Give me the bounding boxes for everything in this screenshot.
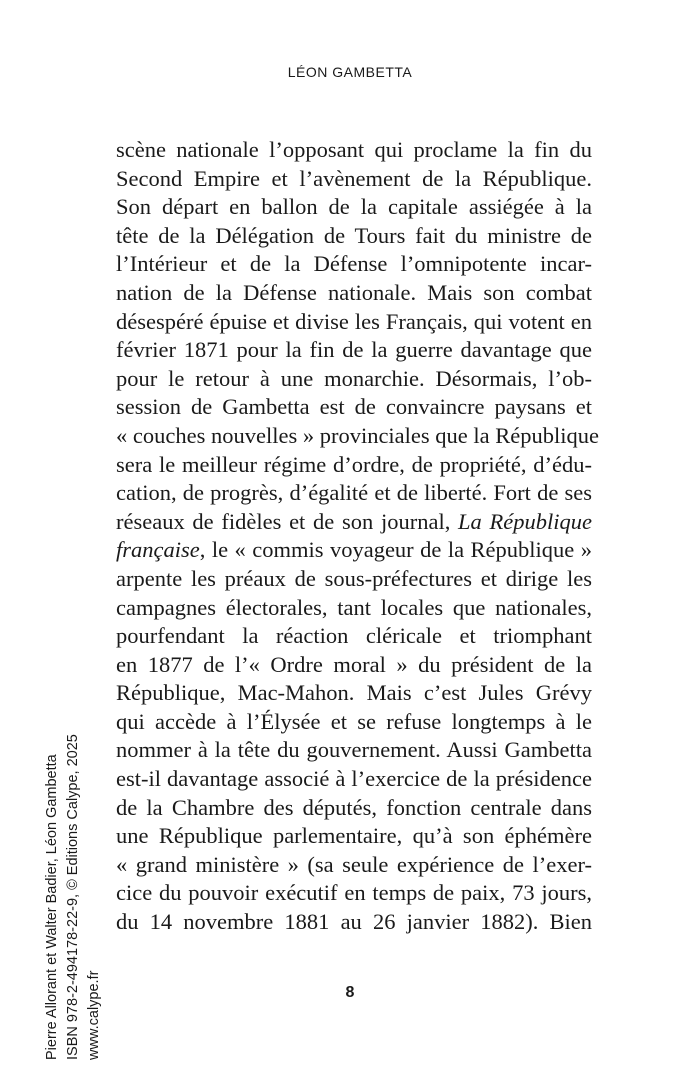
text-line: sera le meilleur régime d’ordre, de propriété, d’édu- (116, 451, 592, 477)
running-header: LÉON GAMBETTA (287, 64, 413, 80)
text-line: une République parlementaire, qu’à son éphémère (116, 823, 592, 849)
text-line: tête de la Délégation de Tours fait du ministre de (116, 222, 592, 248)
copyright-notice (42, 650, 108, 1060)
text-line: « grand ministère » (sa seule expérience de l’exer- (116, 851, 592, 877)
text-line: pour le retour à une monarchie. Désormais, l’ob- (116, 365, 592, 391)
copyright-isbn: ISBN 978-2-494178-22-9, © Editions Calype, 2025 (65, 734, 81, 1060)
copyright-url[interactable]: www.calype.fr (86, 970, 102, 1060)
text-line (116, 508, 592, 537)
text-line: session de Gambetta est de convaincre paysans et (116, 394, 592, 420)
text-line: qui accède à l’Élysée et se refuse longtemps à le (116, 708, 592, 734)
text-line: cice du pouvoir exécutif en temps de paix, 73 jours, (116, 880, 592, 906)
body-text (116, 136, 599, 937)
text-line-rest: , le « commis voyageur de la République » (199, 537, 592, 563)
text-line: nation de la Défense nationale. Mais son combat (116, 279, 592, 305)
text-line: pourfendant la réaction cléricale et triomphant (116, 623, 592, 649)
text-line: arpente les préaux de sous-préfectures et dirige les (116, 565, 592, 591)
text-line: désespéré épuise et divise les Français, qui votent en (116, 308, 592, 334)
text-line-start: réseaux de fidèles et de son journal, (116, 508, 451, 534)
text-line: « couches nouvelles » provinciales que la République (116, 422, 599, 448)
text-line: nommer à la tête du gouvernement. Aussi Gambetta (116, 737, 592, 763)
text-line: République, Mac-Mahon. Mais c’est Jules Grévy (116, 680, 592, 706)
text-line: est-il davantage associé à l’exercice de la présidence (116, 766, 592, 792)
journal-title-italic-cont: française (116, 537, 200, 563)
text-line: l’Intérieur et de la Défense l’omnipotente incar- (116, 251, 592, 277)
text-line: de la Chambre des députés, fonction centrale dans (116, 794, 592, 820)
text-line (116, 536, 592, 565)
text-line: Second Empire et l’avènement de la République. (116, 165, 592, 191)
text-line: du 14 novembre 1881 au 26 janvier 1882). Bien (116, 909, 592, 935)
text-line: Son départ en ballon de la capitale assiégée à la (116, 194, 592, 220)
text-line: en 1877 de l’« Ordre moral » du président de la (116, 651, 592, 677)
text-line: février 1871 pour la fin de la guerre davantage que (116, 337, 592, 363)
text-line: scène nationale l’opposant qui proclame la fin du (116, 137, 592, 162)
journal-title-italic: La République (458, 508, 592, 534)
page-number: 8 (345, 984, 355, 1001)
copyright-authors: Pierre Allorant et Walter Badier, Léon Gambetta (44, 754, 60, 1060)
text-line: campagnes électorales, tant locales que nationales, (116, 594, 592, 620)
text-line: cation, de progrès, d’égalité et de liberté. Fort de ses (116, 480, 592, 506)
